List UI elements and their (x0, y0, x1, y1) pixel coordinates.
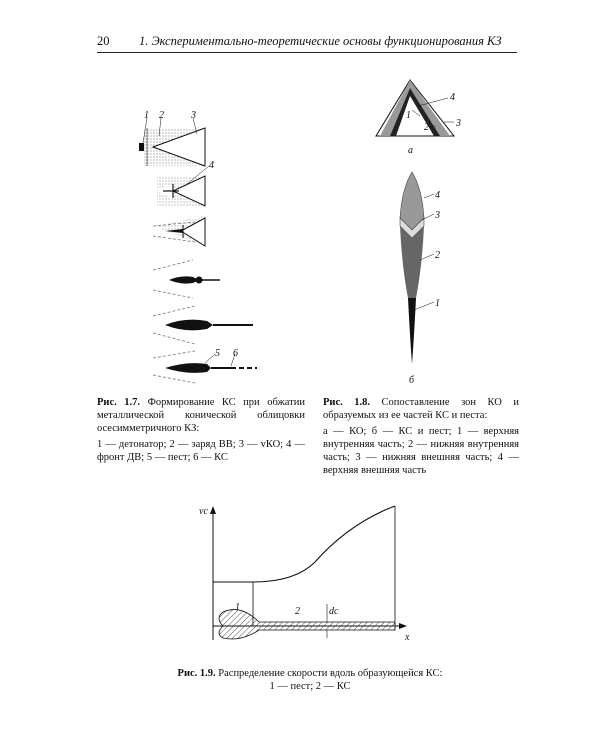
fig18-legend: а — КО; б — КС и пест; 1 — верхняя внутренняя часть; 2 — нижняя внутренняя часть; 3 — нижняя внешняя часть; 4 — верхняя внешняя часть (323, 426, 519, 476)
fig19-label-dc: dc (329, 606, 339, 617)
fig17-label-1: 1 (144, 110, 149, 121)
running-title: 1. Экспериментально-теоретические основы функционирования КЗ (139, 34, 502, 48)
fig18b-label-1: 1 (435, 298, 440, 309)
fig17-label-5: 5 (215, 348, 220, 359)
caption-fig-1-7 (97, 396, 305, 464)
stage-3 (153, 216, 205, 246)
fig19-caption-number: Рис. 1.9. (177, 668, 216, 679)
figure-1-8b (388, 168, 468, 388)
fig19-legend: 1 — пест; 2 — КС (269, 681, 351, 692)
caption-fig-1-8 (323, 396, 519, 477)
fig18b-sublabel: б (409, 375, 415, 386)
fig18a-label-3: 3 (456, 118, 461, 129)
fig18a-sublabel: а (408, 145, 413, 156)
fig17-label-3: 3 (191, 110, 196, 121)
fig17-caption-number: Рис. 1.7. (97, 397, 141, 408)
fig18a-label-1: 1 (406, 110, 411, 121)
detonator (139, 143, 144, 151)
stage-6 (153, 351, 257, 383)
caption-fig-1-9 (110, 667, 510, 693)
fig17-label-2: 2 (159, 110, 164, 121)
jet-shape (219, 610, 395, 639)
fig17-label-4: 4 (209, 160, 214, 171)
velocity-curve (213, 506, 395, 582)
fig19-caption-title: Распределение скорости вдоль образующейся КС: (218, 668, 443, 679)
fig19-axis-x: x (405, 632, 410, 643)
stage-2 (155, 166, 209, 206)
fig17-legend: 1 — детонатор; 2 — заряд ВВ; 3 — vКО; 4 — фронт ДВ; 5 — пест; 6 — КС (97, 439, 305, 463)
fig18-caption-number: Рис. 1.8. (323, 397, 371, 408)
fig19-axis-y: vc (199, 506, 208, 517)
fig18-caption-title: Сопоставление зон КО и образуемых из ее частей КС и песта: (323, 397, 519, 421)
fig18b-label-2: 2 (435, 250, 440, 261)
figure-1-7 (135, 108, 335, 378)
stage-1 (139, 118, 205, 166)
stage-4 (153, 260, 220, 298)
fig18a-label-2: 2 (424, 122, 429, 133)
fig18a-label-4: 4 (450, 92, 455, 103)
stage-5 (153, 306, 253, 344)
fig17-label-6: 6 (233, 348, 238, 359)
fig17-caption-title: Формирование КС при обжатии металлической конической облицовки осесимметричного КЗ: (97, 397, 306, 434)
figure-1-8a (368, 78, 478, 156)
fig19-label-2: 2 (295, 606, 300, 617)
page-number: 20 (97, 34, 110, 48)
running-head (97, 32, 517, 53)
fig19-label-1: 1 (235, 602, 240, 613)
figure-1-9 (195, 500, 425, 660)
fig18b-label-3: 3 (435, 210, 440, 221)
fig18b-label-4: 4 (435, 190, 440, 201)
